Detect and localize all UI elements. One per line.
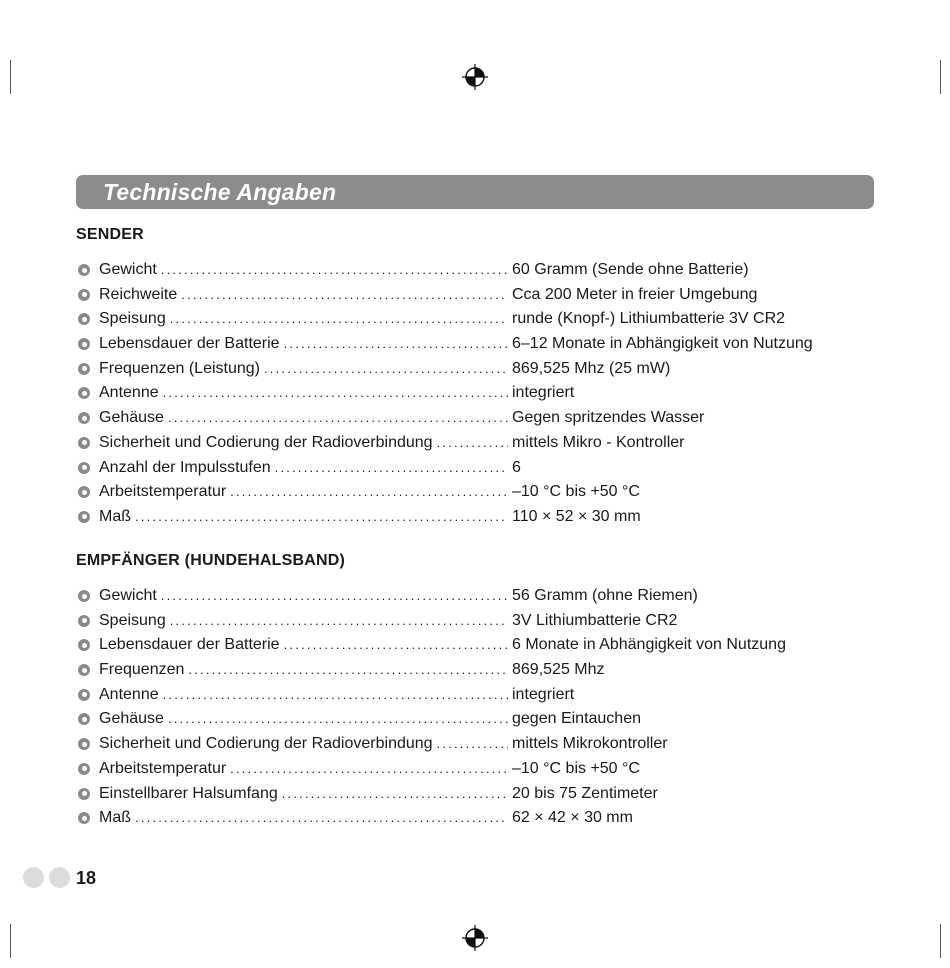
receiver-spec-list — [76, 584, 876, 831]
dot-leader — [135, 505, 508, 529]
spec-value: mittels Mikrokontroller — [512, 735, 668, 753]
sender-spec-list — [76, 258, 876, 530]
dot-leader — [282, 782, 508, 806]
bullet-icon — [78, 689, 90, 701]
dot-leader — [284, 633, 508, 657]
crop-mark-bottom-left — [10, 924, 11, 958]
dot-leader — [275, 456, 508, 480]
spec-label: Reichweite — [99, 285, 178, 303]
dot-leader — [168, 406, 508, 430]
spec-row — [76, 658, 876, 683]
spec-label: Gehäuse — [99, 710, 164, 728]
dot-leader — [163, 683, 508, 707]
spec-label: Anzahl der Impulsstufen — [99, 458, 271, 476]
spec-value: –10 °C bis +50 °C — [512, 483, 640, 501]
registration-mark-icon — [462, 64, 488, 90]
dot-leader — [437, 732, 508, 756]
spec-row — [76, 505, 876, 530]
spec-label: Einstellbarer Halsumfang — [99, 784, 278, 802]
crop-mark-bottom-right — [940, 924, 941, 958]
spec-label-leader — [99, 505, 508, 529]
spec-value: 6–12 Monate in Abhängigkeit von Nutzung — [512, 335, 813, 353]
spec-label-leader — [99, 782, 508, 806]
spec-label: Speisung — [99, 310, 166, 328]
spec-row — [76, 609, 876, 634]
spec-label-leader — [99, 431, 508, 455]
bullet-icon — [78, 462, 90, 474]
bullet-icon — [78, 387, 90, 399]
spec-row — [76, 332, 876, 357]
bullet-icon — [78, 363, 90, 375]
dot-leader — [135, 806, 508, 830]
spec-row — [76, 381, 876, 406]
spec-label: Lebensdauer der Batterie — [99, 636, 280, 654]
spec-value: gegen Eintauchen — [512, 710, 641, 728]
spec-label-leader — [99, 406, 508, 430]
title-bar — [76, 175, 874, 209]
bullet-icon — [78, 511, 90, 523]
spec-row — [76, 732, 876, 757]
spec-row — [76, 633, 876, 658]
page-number: 18 — [76, 868, 97, 888]
spec-value: runde (Knopf-) Lithiumbatterie 3V CR2 — [512, 310, 786, 328]
spec-value: 869,525 Mhz (25 mW) — [512, 359, 671, 377]
spec-label-leader — [99, 732, 508, 756]
sender-heading: SENDER — [76, 226, 144, 243]
bullet-icon — [78, 437, 90, 449]
bullet-icon — [78, 713, 90, 725]
page-dot-decoration — [23, 867, 44, 888]
spec-label: Gewicht — [99, 261, 157, 278]
bullet-icon — [78, 338, 90, 350]
spec-label: Antenne — [99, 384, 159, 402]
spec-row — [76, 683, 876, 708]
dot-leader — [437, 431, 508, 455]
spec-value: Gegen spritzendes Wasser — [512, 409, 705, 427]
bullet-icon — [78, 412, 90, 424]
dot-leader — [168, 707, 508, 731]
dot-leader — [170, 609, 508, 633]
dot-leader — [161, 584, 508, 608]
spec-label-leader — [99, 806, 508, 830]
spec-row — [76, 782, 876, 807]
crop-mark-top-right — [940, 60, 941, 94]
spec-value: 60 Gramm (Sende ohne Batterie) — [512, 261, 749, 278]
bullet-icon — [78, 486, 90, 498]
dot-leader — [161, 258, 508, 282]
spec-row — [76, 431, 876, 456]
spec-value: integriert — [512, 384, 575, 402]
spec-label-leader — [99, 456, 508, 480]
bullet-icon — [78, 763, 90, 775]
dot-leader — [163, 381, 508, 405]
dot-leader — [284, 332, 508, 356]
spec-value: 3V Lithiumbatterie CR2 — [512, 611, 678, 629]
dot-leader — [188, 658, 508, 682]
bullet-icon — [78, 590, 90, 602]
bullet-icon — [78, 289, 90, 301]
spec-label: Sicherheit und Codierung der Radioverbindung — [99, 433, 433, 451]
bullet-icon — [78, 615, 90, 627]
spec-label-leader — [99, 584, 508, 608]
spec-value: 20 bis 75 Zentimeter — [512, 784, 658, 802]
spec-label: Arbeitstemperatur — [99, 483, 227, 501]
spec-label-leader — [99, 757, 508, 781]
spec-row — [76, 258, 876, 283]
spec-label-leader — [99, 658, 508, 682]
spec-label: Arbeitstemperatur — [99, 759, 227, 777]
bullet-icon — [78, 264, 90, 276]
spec-value: 6 Monate in Abhängigkeit von Nutzung — [512, 636, 786, 654]
spec-value: integriert — [512, 685, 575, 703]
page-title: Technische Angaben — [103, 179, 337, 205]
spec-label: Lebensdauer der Batterie — [99, 335, 280, 353]
bullet-icon — [78, 738, 90, 750]
spec-label-leader — [99, 683, 508, 707]
spec-row — [76, 406, 876, 431]
spec-value: 6 — [512, 458, 521, 476]
crop-mark-top-left — [10, 60, 11, 94]
spec-value: 110 × 52 × 30 mm — [512, 507, 641, 525]
dot-leader — [181, 283, 508, 307]
spec-value: 56 Gramm (ohne Riemen) — [512, 587, 698, 604]
spec-value: 62 × 42 × 30 mm — [512, 809, 633, 827]
spec-value: –10 °C bis +50 °C — [512, 759, 640, 777]
spec-label: Maß — [99, 507, 131, 525]
spec-label: Sicherheit und Codierung der Radioverbindung — [99, 735, 433, 753]
spec-label-leader — [99, 283, 508, 307]
spec-label-leader — [99, 707, 508, 731]
spec-label-leader — [99, 332, 508, 356]
spec-label-leader — [99, 609, 508, 633]
spec-label-leader — [99, 357, 508, 381]
bullet-icon — [78, 664, 90, 676]
spec-row — [76, 283, 876, 308]
spec-label-leader — [99, 307, 508, 331]
spec-row — [76, 307, 876, 332]
spec-value: 869,525 Mhz — [512, 661, 605, 679]
spec-row — [76, 707, 876, 732]
spec-label: Antenne — [99, 685, 159, 703]
spec-label-leader — [99, 480, 508, 504]
spec-value: Cca 200 Meter in freier Umgebung — [512, 285, 758, 303]
spec-row — [76, 357, 876, 382]
spec-label-leader — [99, 258, 508, 282]
spec-row — [76, 757, 876, 782]
spec-value: mittels Mikro - Kontroller — [512, 433, 685, 451]
dot-leader — [170, 307, 508, 331]
spec-label: Maß — [99, 809, 131, 827]
dot-leader — [230, 757, 508, 781]
spec-row — [76, 806, 876, 831]
page-dot-decoration — [49, 867, 70, 888]
spec-label: Frequenzen (Leistung) — [99, 359, 260, 377]
spec-label: Gewicht — [99, 587, 157, 604]
registration-mark-icon — [462, 925, 488, 951]
spec-row — [76, 480, 876, 505]
spec-label: Gehäuse — [99, 409, 164, 427]
spec-row — [76, 584, 876, 609]
spec-row — [76, 456, 876, 481]
bullet-icon — [78, 313, 90, 325]
bullet-icon — [78, 788, 90, 800]
spec-label-leader — [99, 633, 508, 657]
dot-leader — [230, 480, 508, 504]
dot-leader — [264, 357, 508, 381]
bullet-icon — [78, 639, 90, 651]
spec-label-leader — [99, 381, 508, 405]
spec-label: Speisung — [99, 611, 166, 629]
receiver-heading: EMPFÄNGER (HUNDEHALSBAND) — [76, 552, 345, 569]
spec-label: Frequenzen — [99, 661, 185, 679]
bullet-icon — [78, 812, 90, 824]
